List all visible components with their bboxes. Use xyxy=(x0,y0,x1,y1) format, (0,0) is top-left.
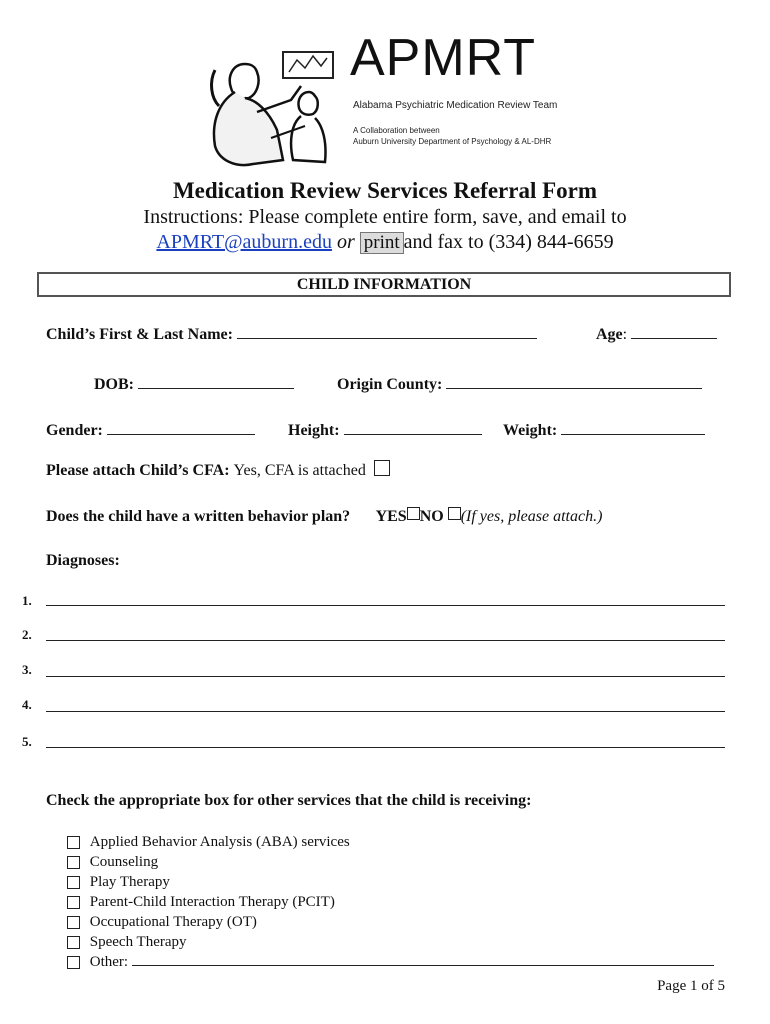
service-item xyxy=(67,894,335,911)
logo-subtitle: Alabama Psychiatric Medication Review Team xyxy=(353,100,558,111)
diagnoses-label: Diagnoses: xyxy=(46,552,120,569)
weight-field[interactable] xyxy=(561,420,705,435)
diagnosis-field-3[interactable] xyxy=(46,675,725,677)
apmrt-logo-illustration xyxy=(205,42,345,170)
service-checkbox-aba[interactable] xyxy=(67,836,80,849)
county-field[interactable] xyxy=(446,374,702,389)
service-label-aba: Applied Behavior Analysis (ABA) services xyxy=(89,834,350,850)
diagnosis-number-3: 3. xyxy=(22,662,32,677)
service-checkbox-pcit[interactable] xyxy=(67,896,80,909)
services-heading: Check the appropriate box for other services that the child is receiving: xyxy=(46,792,532,809)
service-label-ot: Occupational Therapy (OT) xyxy=(89,914,257,930)
age-row xyxy=(596,324,717,344)
age-colon: : xyxy=(622,326,628,343)
service-item xyxy=(67,934,187,951)
diagnosis-field-2[interactable] xyxy=(46,639,725,641)
service-checkbox-play-therapy[interactable] xyxy=(67,876,80,889)
yes-label: YES xyxy=(375,508,407,525)
dob-label: DOB: xyxy=(94,376,134,393)
service-checkbox-speech[interactable] xyxy=(67,936,80,949)
diagnosis-field-5[interactable] xyxy=(46,746,725,748)
page-number: Page 1 of 5 xyxy=(657,978,725,994)
gender-label: Gender: xyxy=(46,422,103,439)
print-button[interactable]: print xyxy=(360,232,404,254)
instructions-line1: Instructions: Please complete entire form, save, and email to xyxy=(143,206,627,228)
child-information-header: CHILD INFORMATION xyxy=(37,272,731,297)
child-name-row xyxy=(46,324,537,344)
behavior-plan-note: (If yes, please attach.) xyxy=(460,508,603,525)
yes-checkbox[interactable] xyxy=(407,507,420,520)
service-checkbox-other[interactable] xyxy=(67,956,80,969)
instructions-line2 xyxy=(0,231,770,254)
no-label: NO xyxy=(419,508,444,525)
gender-field[interactable] xyxy=(107,420,255,435)
logo-title: APMRT xyxy=(350,29,537,87)
age-field[interactable] xyxy=(631,324,717,339)
service-item xyxy=(67,874,170,891)
service-checkbox-counseling[interactable] xyxy=(67,856,80,869)
service-label-counseling: Counseling xyxy=(89,854,159,870)
county-row xyxy=(337,374,702,394)
cfa-label: Please attach Child’s CFA: xyxy=(46,462,230,479)
dob-field[interactable] xyxy=(138,374,294,389)
service-item xyxy=(67,914,257,931)
service-label-pcit: Parent-Child Interaction Therapy (PCIT) xyxy=(89,894,335,910)
weight-row xyxy=(503,420,705,440)
email-link[interactable]: APMRT@auburn.edu xyxy=(156,231,332,253)
service-other-field[interactable] xyxy=(132,954,714,966)
height-field[interactable] xyxy=(344,420,482,435)
weight-label: Weight: xyxy=(503,422,558,439)
diagnosis-number-5: 5. xyxy=(22,734,32,749)
child-name-label: Child’s First & Last Name: xyxy=(46,326,233,343)
behavior-plan-row xyxy=(46,508,602,526)
cfa-attached-checkbox[interactable] xyxy=(374,460,390,476)
no-checkbox[interactable] xyxy=(448,507,461,520)
diagnosis-number-1: 1. xyxy=(22,593,32,608)
logo-collab-line2: Auburn University Department of Psychology & AL-DHR xyxy=(353,137,552,146)
service-checkbox-ot[interactable] xyxy=(67,916,80,929)
age-label: Age xyxy=(596,326,623,343)
behavior-plan-label: Does the child have a written behavior plan? xyxy=(46,508,351,525)
service-label-speech: Speech Therapy xyxy=(89,934,187,950)
dob-row xyxy=(94,374,294,394)
service-item xyxy=(67,854,158,871)
diagnosis-number-4: 4. xyxy=(22,697,32,712)
logo-collab-line1: A Collaboration between xyxy=(353,126,440,135)
form-title: Medication Review Services Referral Form xyxy=(172,178,598,203)
service-item xyxy=(67,954,714,971)
service-label-other: Other: xyxy=(89,954,129,970)
diagnosis-field-4[interactable] xyxy=(46,710,725,712)
child-name-field[interactable] xyxy=(237,324,537,339)
cfa-row xyxy=(46,462,390,480)
fax-text: and fax to (334) 844-6659 xyxy=(403,231,614,253)
diagnosis-number-2: 2. xyxy=(22,627,32,642)
service-item xyxy=(67,834,350,851)
gender-row xyxy=(46,420,255,440)
service-label-play-therapy: Play Therapy xyxy=(89,874,170,890)
height-row xyxy=(288,420,482,440)
or-word: or xyxy=(336,231,355,253)
cfa-text: Yes, CFA is attached xyxy=(233,462,366,479)
height-label: Height: xyxy=(288,422,340,439)
diagnosis-field-1[interactable] xyxy=(46,604,725,606)
county-label: Origin County: xyxy=(337,376,443,393)
